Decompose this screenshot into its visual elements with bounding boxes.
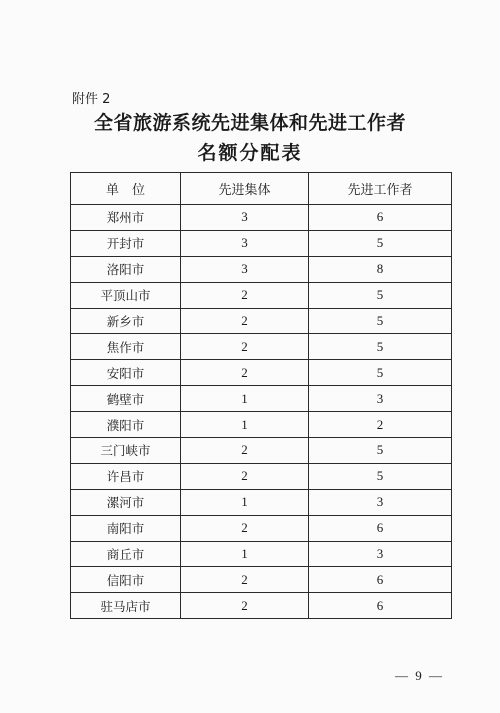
attachment-label: 附件 2	[72, 92, 111, 107]
collectives-cell: 1	[181, 386, 309, 412]
unit-cell: 安阳市	[71, 360, 181, 386]
collectives-cell: 2	[181, 360, 309, 386]
workers-cell: 5	[309, 463, 452, 489]
header-unit: 单 位	[71, 173, 181, 205]
workers-cell: 5	[309, 282, 452, 308]
allocation-table	[70, 172, 452, 619]
table-row	[71, 230, 452, 256]
unit-cell: 漯河市	[71, 489, 181, 515]
header-advanced-collectives: 先进集体	[181, 173, 309, 205]
workers-cell: 5	[309, 360, 452, 386]
document-title: 全省旅游系统先进集体和先进工作者	[93, 112, 406, 134]
workers-cell: 5	[309, 308, 452, 334]
unit-cell: 许昌市	[71, 463, 181, 489]
unit-cell: 平顶山市	[71, 282, 181, 308]
workers-cell: 6	[309, 567, 452, 593]
table-row	[71, 541, 452, 567]
collectives-cell: 2	[181, 593, 309, 619]
workers-cell: 3	[309, 541, 452, 567]
unit-cell: 濮阳市	[71, 412, 181, 438]
table-row	[71, 334, 452, 360]
collectives-cell: 3	[181, 205, 309, 231]
unit-cell: 开封市	[71, 230, 181, 256]
collectives-cell: 2	[181, 463, 309, 489]
header-advanced-workers: 先进工作者	[309, 173, 452, 205]
collectives-cell: 3	[181, 230, 309, 256]
table-row	[71, 256, 452, 282]
table-row	[71, 308, 452, 334]
collectives-cell: 2	[181, 567, 309, 593]
table-row	[71, 463, 452, 489]
table-row	[71, 438, 452, 464]
workers-cell: 6	[309, 515, 452, 541]
unit-cell: 郑州市	[71, 205, 181, 231]
collectives-cell: 2	[181, 438, 309, 464]
collectives-cell: 2	[181, 515, 309, 541]
table-row	[71, 593, 452, 619]
workers-cell: 5	[309, 230, 452, 256]
unit-cell: 三门峡市	[71, 438, 181, 464]
collectives-cell: 2	[181, 282, 309, 308]
workers-cell: 2	[309, 412, 452, 438]
workers-cell: 5	[309, 334, 452, 360]
workers-cell: 6	[309, 205, 452, 231]
collectives-cell: 2	[181, 308, 309, 334]
unit-cell: 信阳市	[71, 567, 181, 593]
workers-cell: 5	[309, 438, 452, 464]
page-number: — 9 —	[395, 668, 444, 683]
unit-cell: 商丘市	[71, 541, 181, 567]
table-row	[71, 205, 452, 231]
collectives-cell: 3	[181, 256, 309, 282]
collectives-cell: 2	[181, 334, 309, 360]
workers-cell: 3	[309, 489, 452, 515]
unit-cell: 驻马店市	[71, 593, 181, 619]
collectives-cell: 1	[181, 489, 309, 515]
workers-cell: 8	[309, 256, 452, 282]
workers-cell: 3	[309, 386, 452, 412]
table-row	[71, 386, 452, 412]
table-header-row	[71, 173, 452, 205]
unit-cell: 焦作市	[71, 334, 181, 360]
table-row	[71, 282, 452, 308]
table-row	[71, 489, 452, 515]
unit-cell: 鹤壁市	[71, 386, 181, 412]
unit-cell: 洛阳市	[71, 256, 181, 282]
collectives-cell: 1	[181, 412, 309, 438]
table-row	[71, 412, 452, 438]
collectives-cell: 1	[181, 541, 309, 567]
unit-cell: 南阳市	[71, 515, 181, 541]
table-row	[71, 360, 452, 386]
document-subtitle: 名额分配表	[197, 142, 303, 164]
workers-cell: 6	[309, 593, 452, 619]
table-row	[71, 515, 452, 541]
unit-cell: 新乡市	[71, 308, 181, 334]
table-row	[71, 567, 452, 593]
